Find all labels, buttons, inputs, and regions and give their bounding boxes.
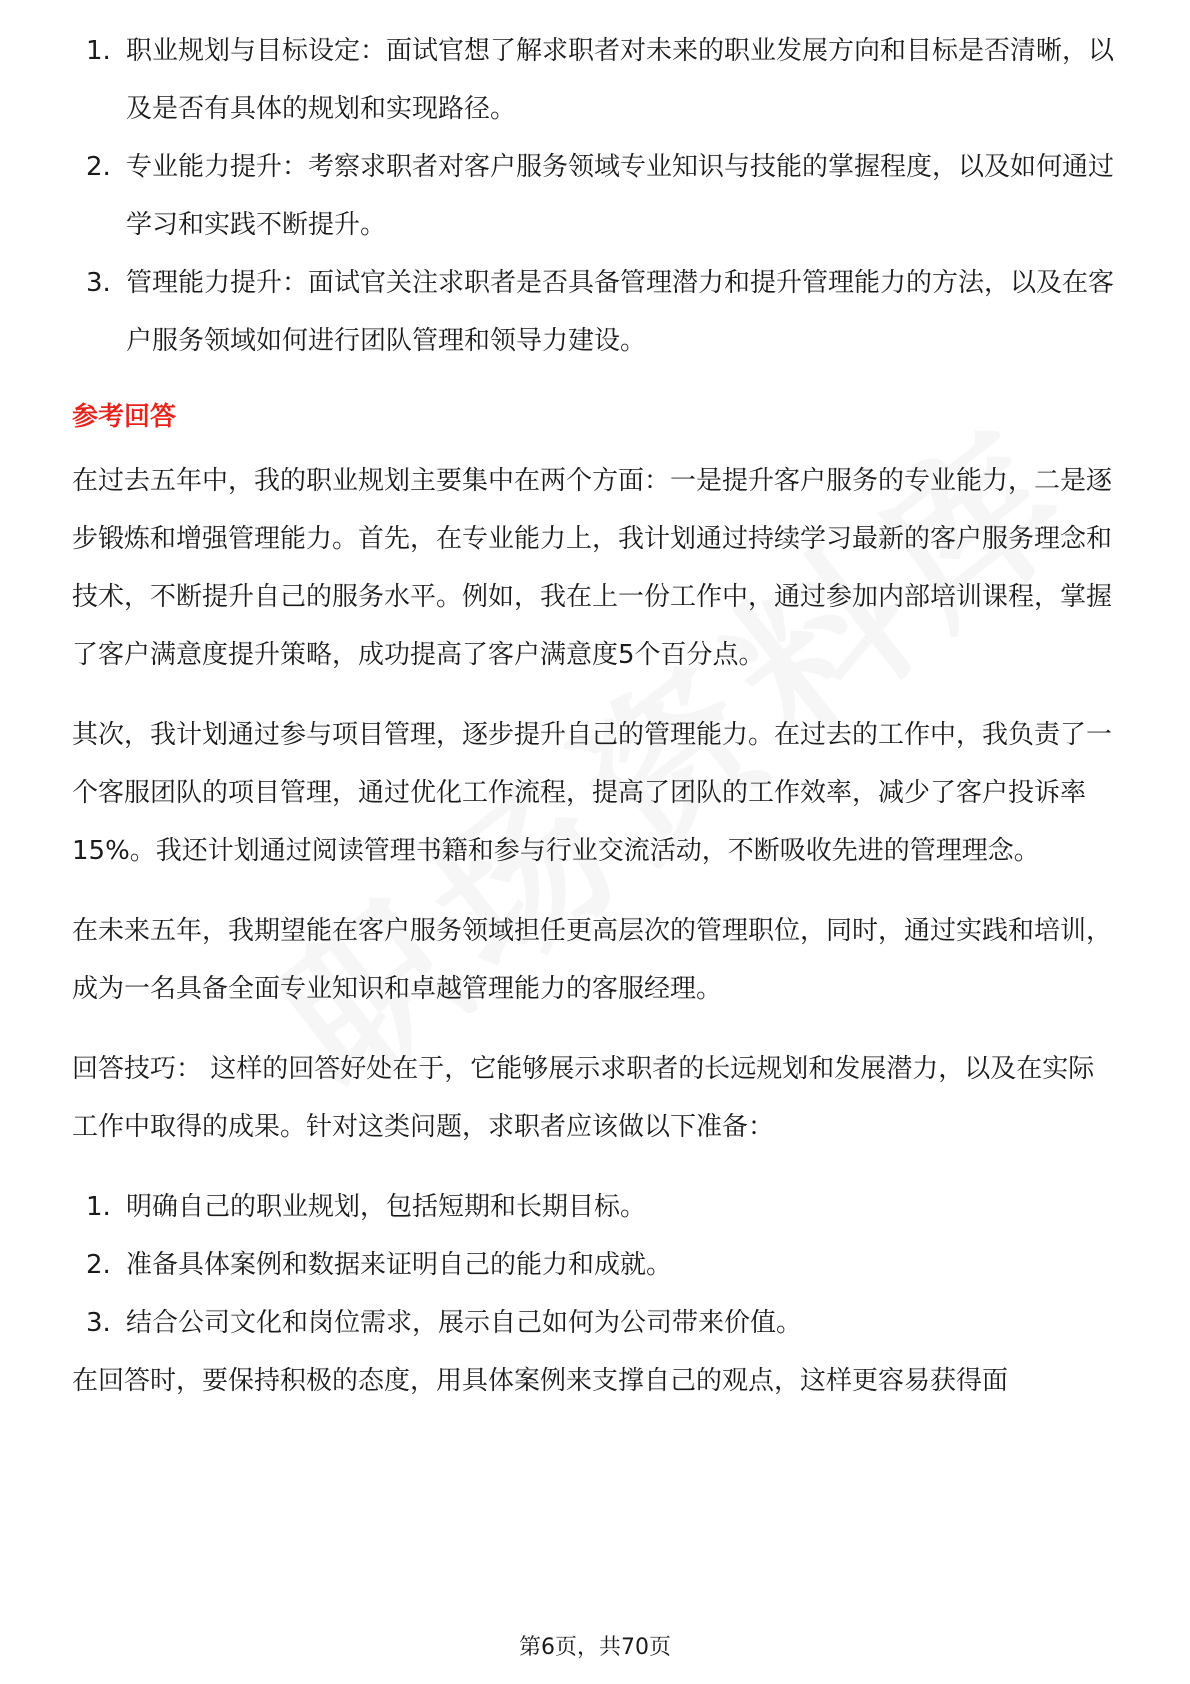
section-heading: 参考回答: [72, 402, 177, 432]
requirements-list: [72, 22, 1120, 370]
list-item-text: 明确自己的职业规划，包括短期和长期目标。: [126, 1192, 647, 1222]
answer-paragraph: 其次，我计划通过参与项目管理，逐步提升自己的管理能力。在过去的工作中，我负责了一个客服团队的项目管理，通过优化工作流程，提高了团队的工作效率，减少了客户投诉率15%。我还计划通过阅读管理书籍和参与行业交流活动，不断吸收先进的管理理念。: [72, 720, 1113, 866]
list-item: [72, 254, 1120, 370]
page-number: 第6页，共70页: [519, 1635, 671, 1660]
list-item: [72, 22, 1120, 138]
list-number: 2.: [86, 1250, 111, 1280]
list-item-text: 专业能力提升：考察求职者对客户服务领域专业知识与技能的掌握程度，以及如何通过学习和实践不断提升。: [126, 152, 1115, 240]
list-item: [72, 1236, 1120, 1294]
list-item: [72, 1294, 1120, 1352]
list-number: 2.: [86, 152, 111, 182]
list-number: 3.: [86, 1308, 111, 1338]
list-number: 1.: [86, 36, 111, 66]
list-number: 1.: [86, 1192, 111, 1222]
answer-paragraph: 在未来五年，我期望能在客户服务领域担任更高层次的管理职位，同时，通过实践和培训，成为一名具备全面专业知识和卓越管理能力的客服经理。: [72, 916, 1113, 1004]
tips-list: [72, 1178, 1120, 1352]
list-item-text: 职业规划与目标设定：面试官想了解求职者对未来的职业发展方向和目标是否清晰，以及是否有具体的规划和实现路径。: [126, 36, 1115, 124]
list-item-text: 准备具体案例和数据来证明自己的能力和成就。: [126, 1250, 673, 1280]
list-item: [72, 138, 1120, 254]
answer-paragraph: 在过去五年中，我的职业规划主要集中在两个方面：一是提升客户服务的专业能力，二是逐步锻炼和增强管理能力。首先，在专业能力上，我计划通过持续学习最新的客户服务理念和技术，不断提升自己的服务水平。例如，我在上一份工作中，通过参加内部培训课程，掌握了客户满意度提升策略，成功提高了客户满意度5个百分点。: [72, 466, 1113, 670]
page-content: [72, 22, 1120, 1432]
list-item-text: 管理能力提升：面试官关注求职者是否具备管理潜力和提升管理能力的方法，以及在客户服务领域如何进行团队管理和领导力建设。: [126, 268, 1115, 356]
list-item: [72, 1178, 1120, 1236]
closing-paragraph: 在回答时，要保持积极的态度，用具体案例来支撑自己的观点，这样更容易获得面: [72, 1366, 1009, 1396]
list-item-text: 结合公司文化和岗位需求，展示自己如何为公司带来价值。: [126, 1308, 803, 1338]
list-number: 3.: [86, 268, 111, 298]
tips-paragraph: 回答技巧： 这样的回答好处在于，它能够展示求职者的长远规划和发展潜力，以及在实际工作中取得的成果。针对这类问题，求职者应该做以下准备：: [72, 1054, 1095, 1142]
